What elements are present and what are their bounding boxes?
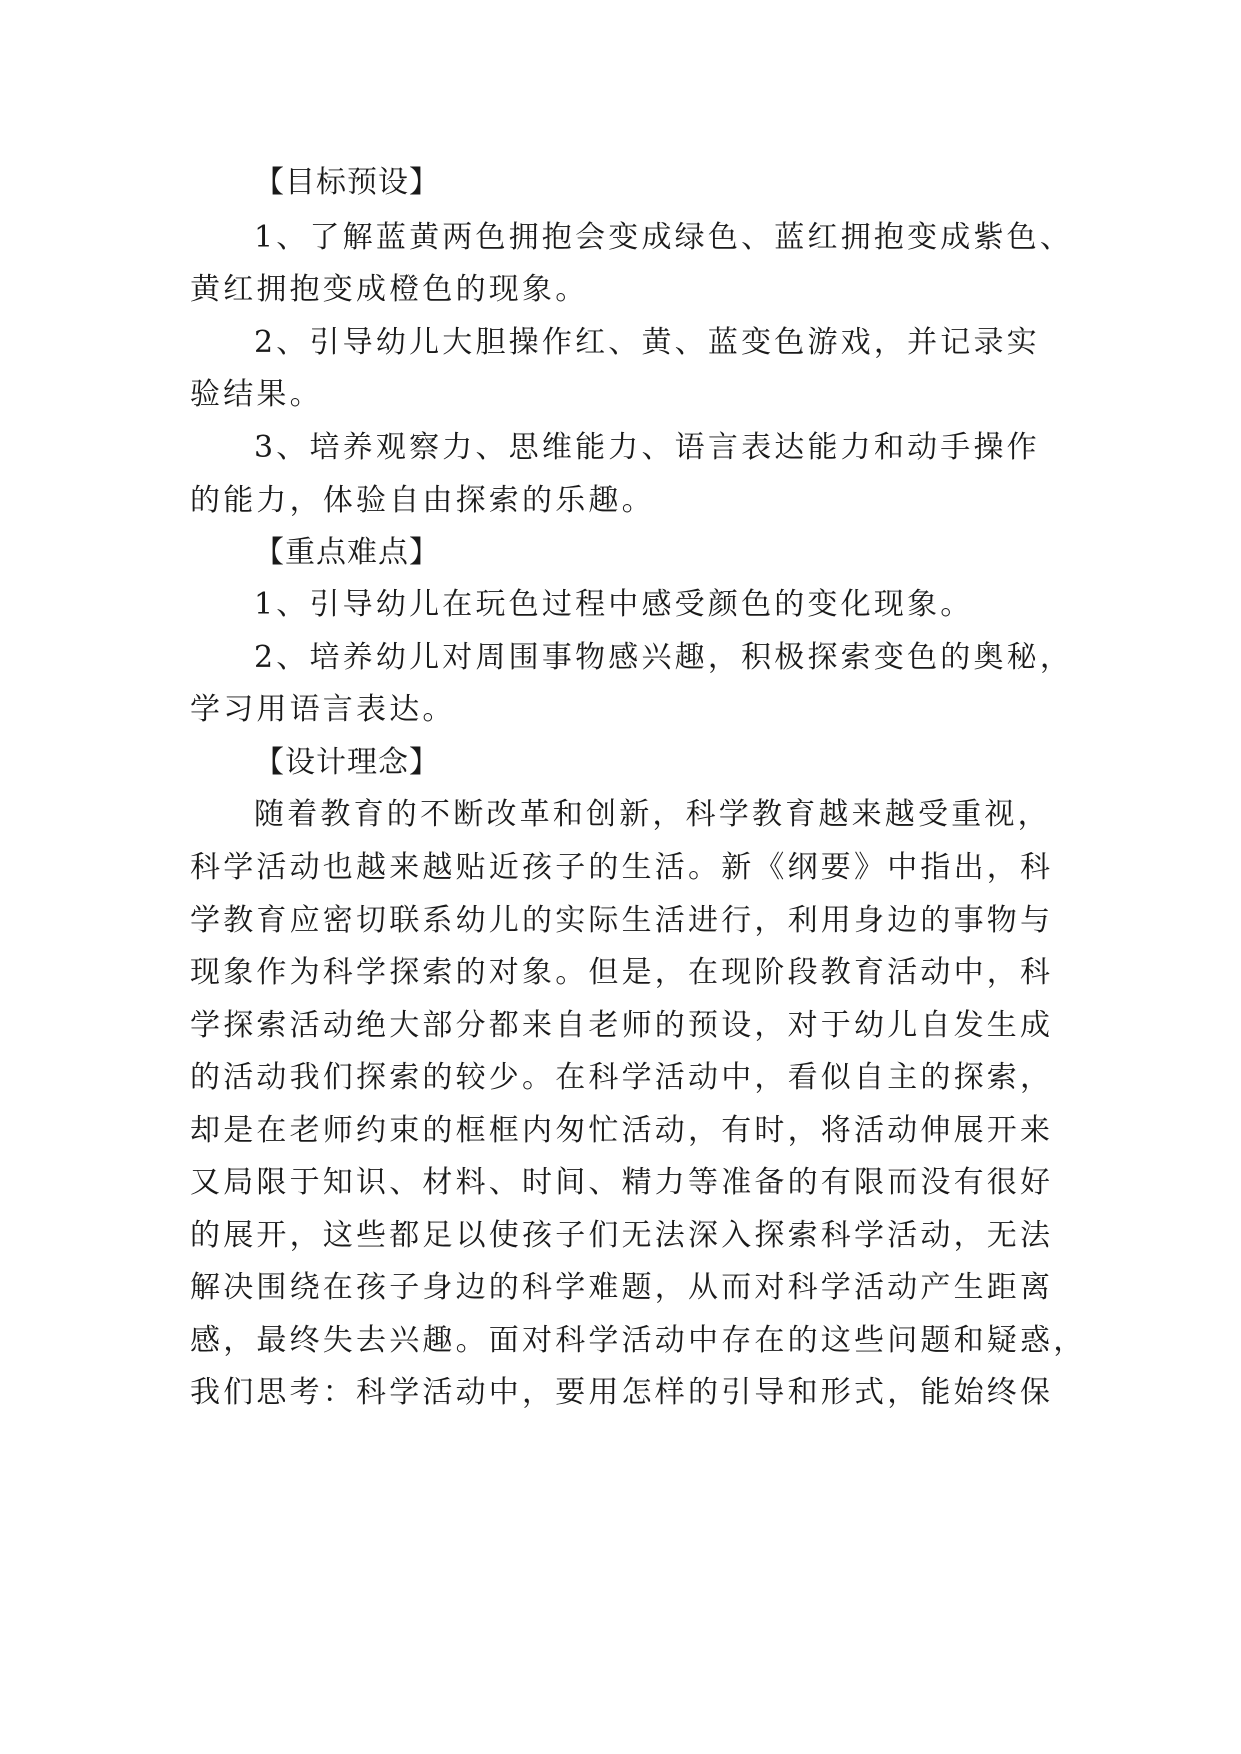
paragraph-line: 现象作为科学探索的对象。但是，在现阶段教育活动中，科 (190, 955, 1054, 990)
paragraph-line: 1、引导幼儿在玩色过程中感受颜色的变化现象。 (254, 587, 974, 622)
paragraph-line: 黄红拥抱变成橙色的现象。 (190, 272, 589, 307)
paragraph-line: 验结果。 (190, 377, 323, 412)
paragraph-line: 的能力，体验自由探索的乐趣。 (190, 483, 655, 518)
paragraph-line: 3、培养观察力、思维能力、语言表达能力和动手操作 (254, 430, 1040, 465)
paragraph-line: 学教育应密切联系幼儿的实际生活进行，利用身边的事物与 (190, 903, 1054, 938)
section-heading-key-points: 【重点难点】 (254, 535, 440, 570)
paragraph-line: 却是在老师约束的框框内匆忙活动，有时，将活动伸展开来 (190, 1113, 1054, 1148)
paragraph-line: 2、引导幼儿大胆操作红、黄、蓝变色游戏，并记录实 (254, 325, 1040, 360)
paragraph-line: 感，最终失去兴趣。面对科学活动中存在的这些问题和疑惑， (190, 1323, 1087, 1358)
paragraph-line: 的活动我们探索的较少。在科学活动中，看似自主的探索， (190, 1060, 1054, 1095)
paragraph-line: 随着教育的不断改革和创新，科学教育越来越受重视， (254, 797, 1051, 832)
paragraph-line: 1、了解蓝黄两色拥抱会变成绿色、蓝红拥抱变成紫色、 (254, 220, 1074, 255)
paragraph-line: 我们思考：科学活动中，要用怎样的引导和形式，能始终保 (190, 1375, 1054, 1410)
section-heading-design-concept: 【设计理念】 (254, 745, 440, 780)
paragraph-line: 2、培养幼儿对周围事物感兴趣，积极探索变色的奥秘， (254, 640, 1074, 675)
paragraph-line: 的展开，这些都足以使孩子们无法深入探索科学活动，无法 (190, 1218, 1054, 1253)
paragraph-line: 学探索活动绝大部分都来自老师的预设，对于幼儿自发生成 (190, 1008, 1054, 1043)
paragraph-line: 又局限于知识、材料、时间、精力等准备的有限而没有很好 (190, 1165, 1054, 1200)
paragraph-line: 解决围绕在孩子身边的科学难题，从而对科学活动产生距离 (190, 1270, 1054, 1305)
paragraph-line: 科学活动也越来越贴近孩子的生活。新《纲要》中指出，科 (190, 850, 1054, 885)
paragraph-line: 学习用语言表达。 (190, 692, 456, 727)
section-heading-goals: 【目标预设】 (254, 165, 440, 200)
